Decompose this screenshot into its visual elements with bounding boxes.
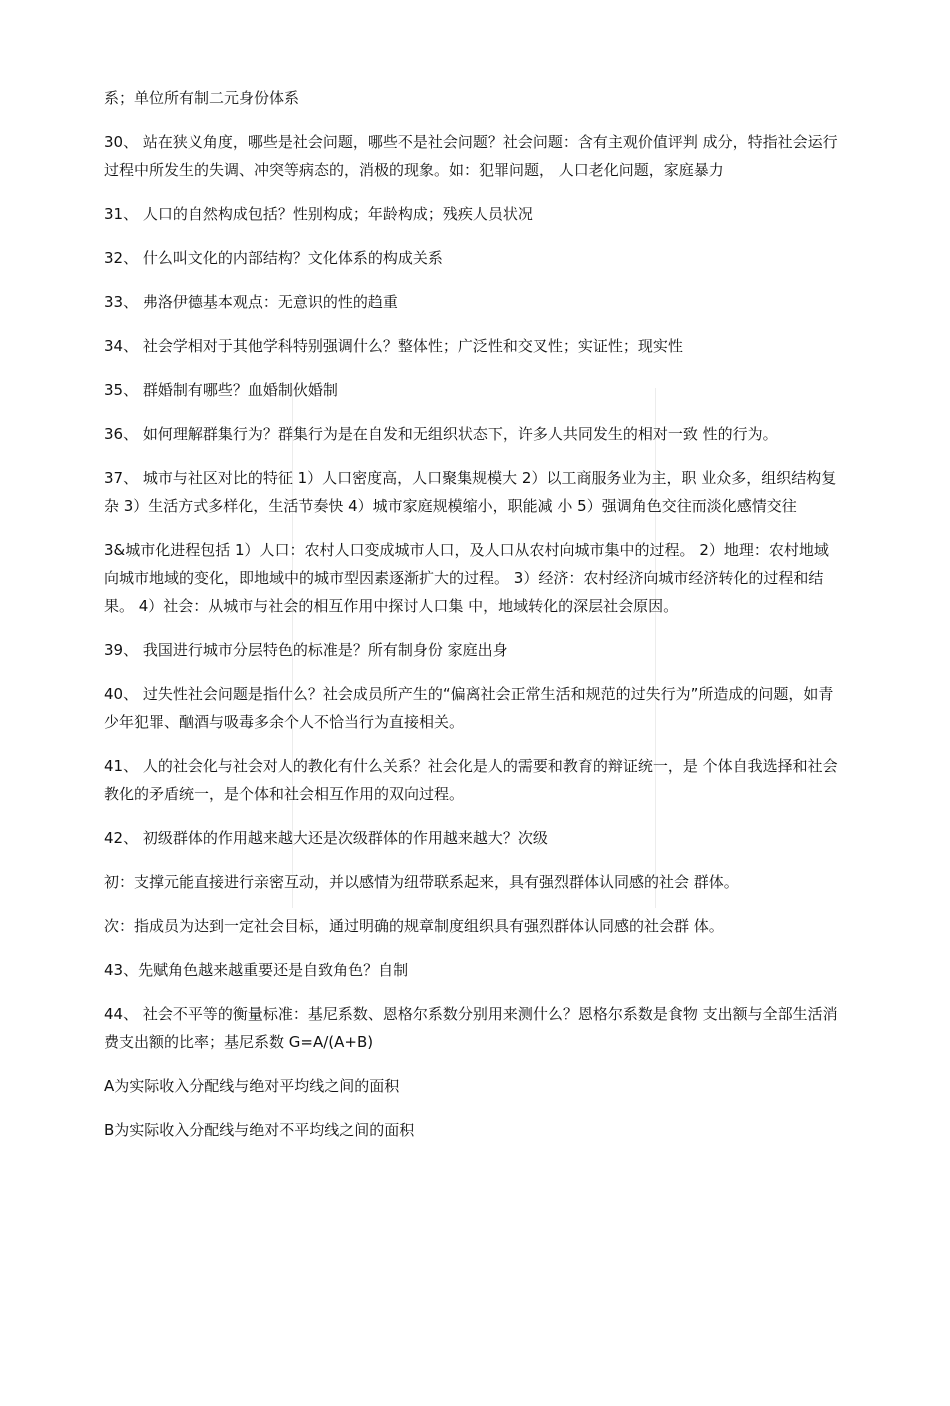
paragraph-q41: 41、 人的社会化与社会对人的教化有什么关系？社会化是人的需要和教育的辩证统一，是 个体自我选择和社会教化的矛盾统一，是个体和社会相互作用的双向过程。 bbox=[104, 757, 838, 803]
paragraph-q31: 31、 人口的自然构成包括？性别构成；年龄构成；残疾人员状况 bbox=[104, 205, 533, 223]
paragraph-q33: 33、 弗洛伊德基本观点：无意识的性的趋重 bbox=[104, 293, 398, 311]
paragraph-q42: 42、 初级群体的作用越来越大还是次级群体的作用越来越大？次级 bbox=[104, 829, 548, 847]
paragraph-q43: 43、先赋角色越来越重要还是自致角色？自制 bbox=[104, 961, 409, 979]
paragraph-q37: 37、 城市与社区对比的特征 1）人口密度高，人口聚集规模大 2）以工商服务业为主，职 业众多，组织结构复杂 3）生活方式多样化，生活节奏快 4）城市家庭规模缩小，职能减 小 5）强调角色交往而淡化感情交往 bbox=[104, 469, 837, 515]
paragraph-primary-group: 初：支撑元能直接进行亲密互动，并以感情为纽带联系起来，具有强烈群体认同感的社会 群体。 bbox=[104, 873, 739, 891]
paragraph-b-definition: B为实际收入分配线与绝对不平均线之间的面积 bbox=[104, 1121, 415, 1139]
paragraph-q40: 40、 过失性社会问题是指什么？社会成员所产生的“偏离社会正常生活和规范的过失行为”所造成的问题，如青少年犯罪、酗酒与吸毒多余个人不恰当行为直接相关。 bbox=[104, 685, 834, 731]
paragraph-q39: 39、 我国进行城市分层特色的标准是？所有制身份 家庭出身 bbox=[104, 641, 508, 659]
document-body bbox=[104, 84, 842, 1160]
paragraph-secondary-group: 次：指成员为达到一定社会目标，通过明确的规章制度组织具有强烈群体认同感的社会群 体。 bbox=[104, 917, 724, 935]
paragraph-q36: 36、 如何理解群集行为？群集行为是在自发和无组织状态下，许多人共同发生的相对一致 性的行为。 bbox=[104, 425, 778, 443]
paragraph-q34: 34、 社会学相对于其他学科特别强调什么？整体性；广泛性和交叉性；实证性；现实性 bbox=[104, 337, 683, 355]
paragraph-a-definition: A为实际收入分配线与绝对平均线之间的面积 bbox=[104, 1077, 400, 1095]
paragraph-intro: 系；单位所有制二元身份体系 bbox=[104, 89, 300, 107]
paragraph-q30: 30、 站在狭义角度，哪些是社会问题，哪些不是社会问题？社会问题：含有主观价值评判 成分，特指社会运行过程中所发生的失调、冲突等病态的，消极的现象。如：犯罪问题， 人口老化问题，家庭暴力 bbox=[104, 133, 838, 179]
paragraph-q44: 44、 社会不平等的衡量标准：基尼系数、恩格尔系数分别用来测什么？恩格尔系数是食物 支出额与全部生活消费支出额的比率；基尼系数 G=A/(A+B) bbox=[104, 1005, 838, 1051]
paragraph-q32: 32、 什么叫文化的内部结构？文化体系的构成关系 bbox=[104, 249, 443, 267]
paragraph-q35: 35、 群婚制有哪些？血婚制伙婚制 bbox=[104, 381, 338, 399]
paragraph-q38: 3&城市化进程包括 1）人口：农村人口变成城市人口，及人口从农村向城市集中的过程。 2）地理：农村地域向城市地域的变化，即地域中的城市型因素逐渐扩大的过程。 3）经济：农村经济向城市经济转化的过程和结果。 4）社会：从城市与社会的相互作用中探讨人口集 中，地域转化的深层社会原因。 bbox=[104, 541, 829, 615]
